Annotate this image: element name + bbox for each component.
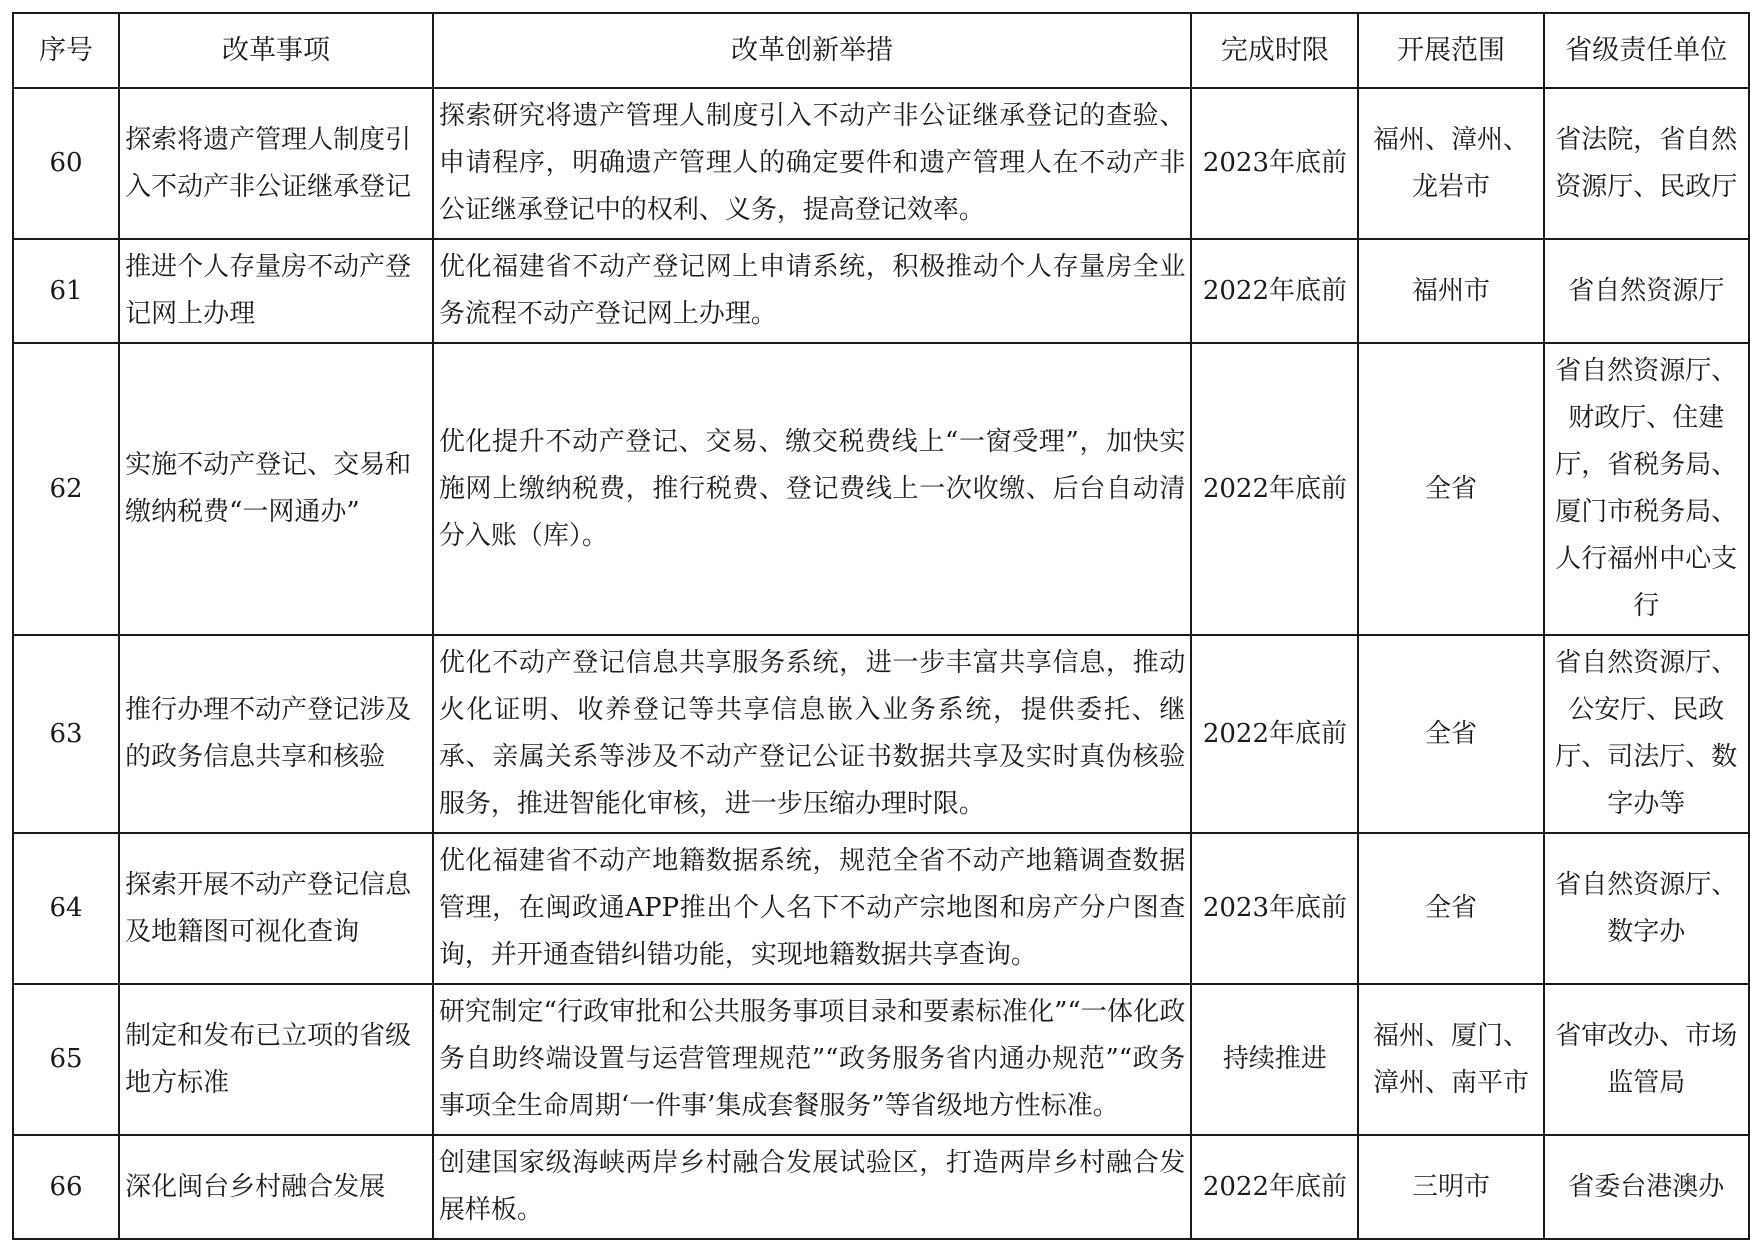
table-header-row [13, 13, 1749, 88]
reform-measure: 优化不动产登记信息共享服务系统，进一步丰富共享信息，推动火化证明、收养登记等共享信息嵌入业务系统，提供委托、继承、亲属关系等涉及不动产登记公证书数据共享及实时真伪核验服务，推进智能化审核，进一步压缩办理时限。 [433, 635, 1192, 833]
row-number: 66 [13, 1135, 119, 1239]
scope: 福州市 [1358, 239, 1543, 343]
scope: 全省 [1358, 343, 1543, 635]
reform-item: 制定和发布已立项的省级地方标准 [119, 984, 433, 1135]
reform-item: 探索开展不动产登记信息及地籍图可视化查询 [119, 833, 433, 984]
header-reform-measure: 改革创新举措 [433, 13, 1192, 88]
reform-item: 推行办理不动产登记涉及的政务信息共享和核验 [119, 635, 433, 833]
header-serial-number: 序号 [13, 13, 119, 88]
table-row [13, 239, 1749, 343]
header-reform-item: 改革事项 [119, 13, 433, 88]
responsible-unit: 省自然资源厅、财政厅、住建厅，省税务局、厦门市税务局、人行福州中心支行 [1544, 343, 1749, 635]
row-number: 65 [13, 984, 119, 1135]
responsible-unit: 省自然资源厅、公安厅、民政厅、司法厅、数字办等 [1544, 635, 1749, 833]
deadline: 2022年底前 [1191, 239, 1358, 343]
table-row [13, 343, 1749, 635]
deadline: 2023年底前 [1191, 833, 1358, 984]
table-row [13, 984, 1749, 1135]
deadline: 2023年底前 [1191, 88, 1358, 239]
reform-item: 深化闽台乡村融合发展 [119, 1135, 433, 1239]
table-row [13, 833, 1749, 984]
deadline: 持续推进 [1191, 984, 1358, 1135]
header-scope: 开展范围 [1358, 13, 1543, 88]
scope: 福州、漳州、龙岩市 [1358, 88, 1543, 239]
row-number: 60 [13, 88, 119, 239]
reform-measure: 优化福建省不动产地籍数据系统，规范全省不动产地籍调查数据管理，在闽政通APP推出个人名下不动产宗地图和房产分户图查询，并开通查错纠错功能，实现地籍数据共享查询。 [433, 833, 1192, 984]
reform-measure: 探索研究将遗产管理人制度引入不动产非公证继承登记的查验、申请程序，明确遗产管理人的确定要件和遗产管理人在不动产非公证继承登记中的权利、义务，提高登记效率。 [433, 88, 1192, 239]
responsible-unit: 省自然资源厅、数字办 [1544, 833, 1749, 984]
deadline: 2022年底前 [1191, 343, 1358, 635]
reform-measures-table [12, 12, 1750, 1240]
row-number: 62 [13, 343, 119, 635]
responsible-unit: 省审改办、市场监管局 [1544, 984, 1749, 1135]
reform-measure: 优化福建省不动产登记网上申请系统，积极推动个人存量房全业务流程不动产登记网上办理。 [433, 239, 1192, 343]
reform-item: 实施不动产登记、交易和缴纳税费“一网通办” [119, 343, 433, 635]
responsible-unit: 省委台港澳办 [1544, 1135, 1749, 1239]
row-number: 61 [13, 239, 119, 343]
deadline: 2022年底前 [1191, 1135, 1358, 1239]
reform-measure: 研究制定“行政审批和公共服务事项目录和要素标准化”“一体化政务自助终端设置与运营管理规范”“政务服务省内通办规范”“政务事项全生命周期‘一件事’集成套餐服务”等省级地方性标准。 [433, 984, 1192, 1135]
scope: 全省 [1358, 833, 1543, 984]
reform-measure: 优化提升不动产登记、交易、缴交税费线上“一窗受理”，加快实施网上缴纳税费，推行税费、登记费线上一次收缴、后台自动清分入账（库）。 [433, 343, 1192, 635]
table-row [13, 1135, 1749, 1239]
table-row [13, 635, 1749, 833]
deadline: 2022年底前 [1191, 635, 1358, 833]
header-deadline: 完成时限 [1191, 13, 1358, 88]
header-responsible-unit: 省级责任单位 [1544, 13, 1749, 88]
row-number: 63 [13, 635, 119, 833]
responsible-unit: 省法院，省自然资源厅、民政厅 [1544, 88, 1749, 239]
scope: 三明市 [1358, 1135, 1543, 1239]
scope: 全省 [1358, 635, 1543, 833]
reform-measure: 创建国家级海峡两岸乡村融合发展试验区，打造两岸乡村融合发展样板。 [433, 1135, 1192, 1239]
row-number: 64 [13, 833, 119, 984]
table-row [13, 88, 1749, 239]
reform-item: 探索将遗产管理人制度引入不动产非公证继承登记 [119, 88, 433, 239]
reform-item: 推进个人存量房不动产登记网上办理 [119, 239, 433, 343]
responsible-unit: 省自然资源厅 [1544, 239, 1749, 343]
scope: 福州、厦门、漳州、南平市 [1358, 984, 1543, 1135]
